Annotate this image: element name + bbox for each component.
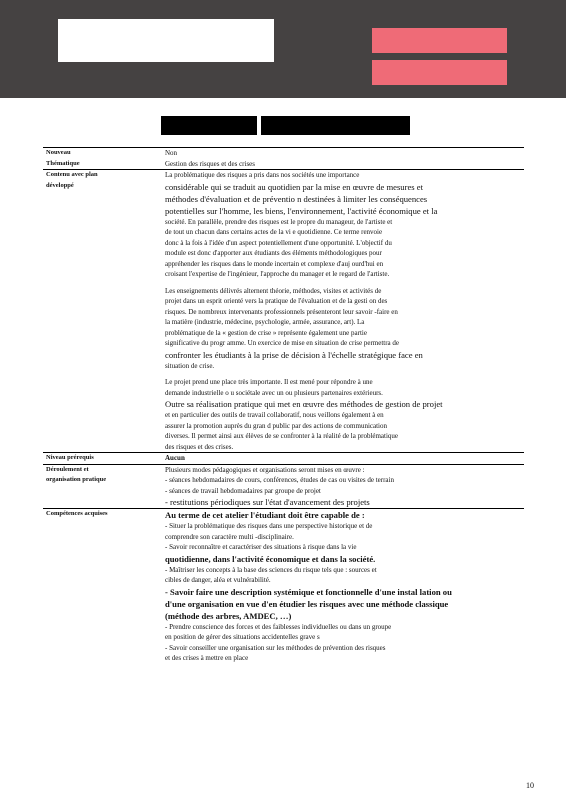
competence-item: - Prendre conscience des forces et des faiblesses individuelles ou dans un groupe xyxy=(165,622,392,631)
label-nouveau: Nouveau xyxy=(46,149,71,156)
label-thematique: Thématique xyxy=(46,159,80,167)
competence-item: - Maîtriser les concepts à la base des sciences du risque tels que : sources et xyxy=(165,565,377,574)
page-number: 10 xyxy=(526,781,534,790)
row-nouveau xyxy=(43,147,524,170)
label-prerequis: Niveau prérequis xyxy=(46,454,94,461)
deroulement-line: - restitutions périodiques sur l'état d'avancement des projets xyxy=(165,497,370,507)
value-prerequis: Aucun xyxy=(165,454,185,462)
competence-item: - Savoir conseiller une organisation sur les méthodes de prévention des risques xyxy=(165,643,386,652)
row-competences xyxy=(43,509,524,664)
deroulement-line: - séances de travail hebdomadaires par groupe de projet xyxy=(165,486,321,495)
course-table xyxy=(43,147,524,664)
competence-item: d'une organisation en vue d'en étudier les risques avec une méthode classique xyxy=(165,598,449,609)
label-organisation: organisation pratique xyxy=(46,476,107,483)
header-tag-top xyxy=(372,28,507,53)
competence-item: - Savoir reconnaître et caractériser des situations à risque dans la vie xyxy=(165,543,357,551)
title-bar-right xyxy=(261,116,410,135)
deroulement-line: - séances hebdomadaires de cours, conférences, études de cas ou visites de terrain xyxy=(165,476,394,484)
competence-item: - Savoir faire une description systémique et fonctionnelle d'une instal lation ou xyxy=(165,586,452,597)
row-contenu xyxy=(43,170,524,453)
competence-item: quotidienne, dans l'activité économique et dans la société. xyxy=(165,553,376,564)
competences-intro: Au terme de cet atelier l'étudiant doit être capable de : xyxy=(165,510,365,520)
row-prerequis xyxy=(43,453,524,465)
label-deroulement: Déroulement et xyxy=(46,465,89,473)
logo-placeholder xyxy=(58,19,274,62)
header-band xyxy=(0,0,566,98)
competence-item: comprendre son caractère multi -disciplinaire. xyxy=(165,532,294,541)
value-thematique: Gestion des risques et des crises xyxy=(165,159,256,168)
title-bar-left xyxy=(161,116,257,135)
competence-item: et des crises à mettre en place xyxy=(165,654,249,662)
header-tag-bottom xyxy=(372,60,507,85)
row-deroulement xyxy=(43,465,524,510)
deroulement-line: Plusieurs modes pédagogiques et organisations seront mises en œuvre : xyxy=(165,465,365,474)
competence-item: - Situer la problématique des risques dans une perspective historique et de xyxy=(165,522,373,530)
competence-item: (méthode des arbres, AMDEC, …) xyxy=(165,610,292,621)
contenu-paragraph-1: La problématique des risques a pris dans nos sociétés une importance considérable qui se traduit au quotidien par la mise en œuvre de mesures et méthodes d'évaluation et de préventio n destinées à limiter les conséquences potentielles sur l'homme, les biens, l'environnement, l'activité économique et la société. En parallèle, prendre des risques est le propre du manageur, de l'artiste et de tout un chacun dans certains actes de la vi e quotidienne. Ce terme renvoie donc à la fois à l'idée d'un aspect potentiellement d'une opportunité. L'objectif du module est donc d'apporter aux étudiants des éléments méthodologiques pour appréhender les risques dans le monde incertain et complexe d'auj ourd'hui en croisant l'expertise de l'ingénieur, l'approche du manager et le regard de l'artiste. xyxy=(165,171,438,278)
value-nouveau: Non xyxy=(165,149,178,157)
contenu-paragraph-2: Les enseignements délivrés alternent théorie, méthodes, visites et activités de projet dans un esprit orienté vers la pratique de l'évaluation et de la gesti on des risques. De nombreux intervenants professionnels présenteront leur savoir -faire en la matière (industrie, médecine, psychologie, armée, assurance, art). La problématique de la « gestion de crise » représente également une partie significative du progr amme. Un exercice de mise en situation de crise permettra de confronter les étudiants à la prise de décision à l'échelle stratégique face en situation de crise. xyxy=(165,286,423,370)
competence-item: en position de gérer des situations accidentelles grave s xyxy=(165,633,320,641)
label-contenu: Contenu avec plan xyxy=(46,171,98,178)
competence-item: cibles de danger, aléa et vulnérabilité. xyxy=(165,576,271,584)
contenu-paragraph-3: Le projet prend une place très importante. Il est mené pour répondre à une demande industrielle o u sociétale avec un ou plusieurs partenaires extérieurs. Outre sa réalisation pratique qui met en œuvre des méthodes de gestion de projet et en particulier des outils de travail collaboratif, nous veillons également à en assurer la promotion auprès du gran d public par des actions de communication diverses. Il permet ainsi aux élèves de se confronter à la réalité de la problématique des risques et des crises. xyxy=(165,378,443,451)
label-competences: Compétences acquises xyxy=(46,510,108,517)
label-developpe: développé xyxy=(46,181,74,189)
